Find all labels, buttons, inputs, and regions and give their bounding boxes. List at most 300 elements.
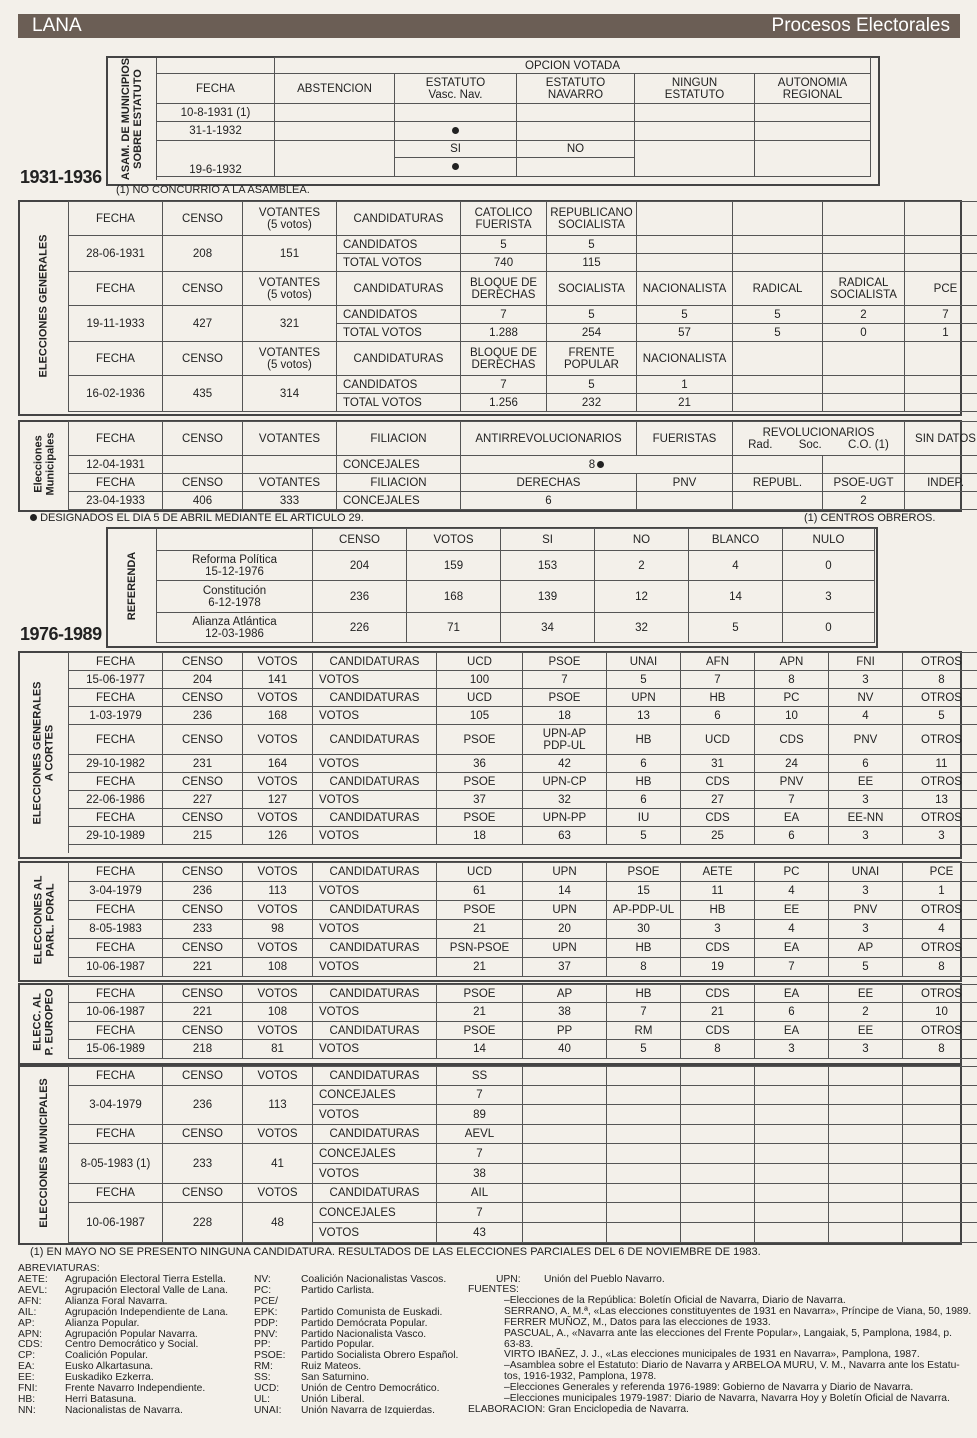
value-cell: 2 [823,306,905,324]
value-cell: 36 [437,755,523,773]
row-label: CONCEJALES [337,456,461,474]
censo-cell: 427 [163,306,243,342]
party-header: OTROS [903,985,977,1003]
col-header: CENSO [163,1067,243,1086]
value-cell: 226 [313,613,407,643]
votos-cell: 141 [243,671,313,689]
table-cell [829,1164,903,1184]
abbr-key: EE: [18,1372,35,1384]
col-header: FECHA [69,202,163,236]
value-cell: 31 [681,755,755,773]
party-header: HB [607,773,681,791]
value-cell: 13 [903,791,977,809]
value-cell: 21 [681,1003,755,1022]
table-cell [903,1223,977,1243]
col-header: CANDIDATURAS [313,653,437,671]
value-cell: 115 [547,254,637,272]
value-cell: 14 [437,1040,523,1059]
party-header: PNV [829,901,903,920]
row-label: CONCEJALES [313,1203,437,1223]
abbr-value: Alianza Popular. [65,1317,140,1329]
col-header: CANDIDATURAS [313,1067,437,1086]
table-cell [523,1223,607,1243]
abbr-key: EA: [18,1361,35,1373]
party-header: RADICAL SOCIALISTA [823,272,905,306]
abbr-value: Frente Navarro Independiente. [65,1383,206,1395]
col-header: VOTOS [243,1125,313,1144]
col-header: VOTOS [243,901,313,920]
col-header: FILIACION [337,474,461,492]
abbr-value: Agrupación Independiente de Lana. [65,1306,229,1318]
value-cell: 14 [523,882,607,901]
value-cell: 5 [903,707,977,725]
value-cell: 3 [829,791,903,809]
table-cell [755,1184,829,1203]
votos-cell: 108 [243,958,313,977]
votos-cell: 41 [243,1144,313,1184]
abbr-key: NN: [18,1404,36,1416]
col-header: CENSO [163,342,243,376]
party-header: AETE [681,863,755,882]
value-cell: 21 [437,920,523,939]
value-cell: 32 [523,791,607,809]
col-header: CENSO [163,939,243,958]
col-header: VOTOS [243,1184,313,1203]
col-header: CENSO [163,202,243,236]
votos-cell: 164 [243,755,313,773]
rad-label: Rad. [748,438,773,451]
table-cell [829,1105,903,1125]
abbr-key: NV: [254,1274,271,1285]
table-cell [523,1125,607,1144]
row-label: VOTOS [313,707,437,725]
data-grid [68,652,977,845]
table-cell [733,394,823,412]
col-header: CANDIDATURAS [337,202,461,236]
party-header: PSOE [437,773,523,791]
col-header: FECHA [69,1184,163,1203]
abbr-key: AFN: [18,1295,42,1307]
table-cell [681,1086,755,1105]
abbr-value: Unión Navarra de Izquierdas. [301,1404,435,1416]
value-cell: 43 [437,1223,523,1243]
party-header: HB [607,725,681,755]
party-header: PCE [905,272,977,306]
table-cell [733,236,823,254]
value-cell: 11 [903,755,977,773]
col-header: VOTOS [243,863,313,882]
party-header: DERECHAS [461,474,637,492]
party-header: CDS [681,1022,755,1040]
col-header: FECHA [69,985,163,1003]
row-label: VOTOS [313,1105,437,1125]
referendum-name: Reforma Política 15-12-1976 [157,551,313,581]
soc-label: Soc. [798,438,822,451]
elecciones-municipales-table [18,1065,962,1245]
col-header: CENSO [163,901,243,920]
abbreviations-col-2 [254,1275,458,1417]
abbr-key: UL: [254,1393,271,1405]
table-cell [905,376,977,394]
party-header: EE [829,1022,903,1040]
value-cell: 6 [461,492,637,510]
date-cell: 10-06-1987 [69,1003,163,1022]
emun-side-label [20,1067,69,1239]
table-cell [903,1067,977,1086]
side-label: ASAM. DE MUNICIPIOS SOBRE ESTATUTO [120,57,145,181]
concejales-value: 8 [588,458,596,471]
value-cell: 6 [681,707,755,725]
abbr-key: APN: [18,1328,43,1340]
co-label: C.O. (1) [847,438,889,451]
table-cell [607,1203,681,1223]
elecciones-generales-1931-table [18,200,962,416]
date-cell: 10-06-1987 [69,1203,163,1243]
value-cell: 7 [437,1144,523,1164]
abbreviation-item [254,1406,458,1417]
table-cell [681,1184,755,1203]
abbr-value: Herri Batasuna. [65,1393,137,1405]
table-cell [755,1144,829,1164]
abbr-key: UPN: [496,1274,521,1285]
table-cell [903,1086,977,1105]
table-cell [461,456,733,474]
row-label: VOTOS [313,882,437,901]
table-cell [275,141,395,177]
value-cell: 236 [313,581,407,613]
value-cell: 21 [437,958,523,977]
abbr-value: Agrupación Electoral Tierra Estella. [65,1274,226,1285]
table-cell [607,1067,681,1086]
table-cell [755,141,871,177]
abbr-key: UNAI: [254,1404,282,1416]
col-header: ESTATUTO NAVARRO [517,74,635,104]
censo-cell: 221 [163,1003,243,1022]
col-header: FECHA [69,863,163,882]
party-header: UPN-PP [523,809,607,827]
party-header: EA [755,809,829,827]
table-cell [243,456,337,474]
value-cell: 6 [607,755,681,773]
value-cell: 3 [681,920,755,939]
party-header: PSOE [523,689,607,707]
party-header: NV [829,689,903,707]
abbr-key: PCE/ [254,1295,279,1307]
date-cell: 19-11-1933 [69,306,163,342]
value-cell: 105 [437,707,523,725]
col-header: FECHA [157,74,275,104]
party-header: CDS [681,809,755,827]
referenda-table [106,527,878,648]
value-cell: 7 [461,376,547,394]
table-cell [523,1105,607,1125]
value-cell: 5 [547,236,637,254]
table-cell [395,122,517,141]
date-cell: 15-06-1989 [69,1040,163,1059]
elecciones-municipales-1931-table [18,420,976,512]
data-grid [68,421,977,510]
party-header: PSOE-UGT [823,474,905,492]
value-cell: 740 [461,254,547,272]
col-header: CENSO [163,1022,243,1040]
table-cell [829,1203,903,1223]
party-header: FNI [829,653,903,671]
value-cell: 10 [903,1003,977,1022]
value-cell: 4 [829,707,903,725]
party-header: SS [437,1067,523,1086]
party-header: PC [755,689,829,707]
votos-cell: 127 [243,791,313,809]
value-cell: 5 [547,306,637,324]
party-header: UPN [523,939,607,958]
table-cell [823,376,905,394]
party-header: HB [681,689,755,707]
abbr-key: AP: [18,1317,35,1329]
source-line: –Elecciones Generales y referenda 1976-1989: Gobierno de Navarra y Diario de Navarra. [504,1382,914,1394]
censo-cell: 227 [163,791,243,809]
value-cell: 8 [903,1040,977,1059]
abbr-key: PP: [254,1339,271,1351]
revol-label: REVOLUCIONARIOS [762,426,875,439]
value-cell: 6 [829,755,903,773]
censo-cell: 218 [163,1040,243,1059]
party-header: PSOE [523,653,607,671]
col-header: CANDIDATURAS [313,773,437,791]
table-cell [635,122,755,141]
col-header: CANDIDATURAS [313,725,437,755]
party-header: EE [829,773,903,791]
col-header: ANTIRREVOLUCIONARIOS [461,422,637,456]
votos-cell: 81 [243,1040,313,1059]
row-label: VOTOS [313,1040,437,1059]
data-grid [68,1066,977,1243]
col-header: FECHA [69,342,163,376]
value-cell: 40 [523,1040,607,1059]
censo-cell: 233 [163,1144,243,1184]
row-label: VOTOS [313,755,437,773]
party-header: EE [829,985,903,1003]
abbr-value: Unión Liberal. [301,1393,365,1405]
table-cell [823,394,905,412]
table-cell [523,1184,607,1203]
table-cell [903,1203,977,1223]
party-header: FRENTE POPULAR [547,342,637,376]
abbr-key: FNI: [18,1383,38,1395]
table-cell [733,492,823,510]
table-cell: OPCION VOTADA [275,58,871,74]
col-header: VOTOS [243,773,313,791]
date-cell: 10-06-1987 [69,958,163,977]
table-cell [523,1203,607,1223]
value-cell: 42 [523,755,607,773]
value-cell: 7 [905,306,977,324]
table-cell [905,492,977,510]
party-header: OTROS [903,689,977,707]
table-cell: NO [517,141,635,158]
table-cell [733,376,823,394]
table-cell [607,1125,681,1144]
col-header: CENSO [163,1125,243,1144]
vote-dot-icon [452,163,459,170]
party-header: PSOE [437,985,523,1003]
value-cell: 21 [437,1003,523,1022]
party-header: PP [523,1022,607,1040]
col-header: VOTOS [243,1067,313,1086]
value-cell: 5 [733,324,823,342]
abbr-value: Partido Carlista. [301,1284,375,1296]
parl-side-label [20,863,69,976]
abbr-key: UCD: [254,1383,280,1395]
table-cell [637,202,733,236]
value-cell: 6 [755,827,829,845]
abbreviation-item [254,1286,458,1297]
party-header: REPUBLICANO SOCIALISTA [547,202,637,236]
abbr-value: Coalición Popular. [65,1350,148,1362]
value-cell: 19 [681,958,755,977]
party-header: IU [607,809,681,827]
data-grid [156,528,875,643]
referenda-side-label [108,529,157,642]
abbr-key: PNV: [254,1328,278,1340]
side-label: REFERENDA [126,551,139,620]
party-header: PSOE [607,863,681,882]
abbr-value: Centro Democrático y Social. [65,1339,199,1351]
party-header: PNV [637,474,733,492]
censo-cell: 228 [163,1203,243,1243]
col-header: CANDIDATURAS [313,863,437,882]
value-cell: 3 [903,827,977,845]
party-header: UNAI [829,863,903,882]
row-label: CANDIDATOS [337,306,461,324]
asamblea-note: (1) NO CONCURRIO A LA ASAMBLEA. [116,184,310,196]
table-cell [755,1164,829,1184]
col-header: CANDIDATURAS [313,1022,437,1040]
censo-cell: 233 [163,920,243,939]
abbr-value: Agrupación Popular Navarra. [65,1328,198,1340]
abbr-value: Coalición Nacionalistas Vascos. [301,1274,447,1285]
value-cell: 100 [437,671,523,689]
table-cell [157,529,313,551]
table-cell [637,236,733,254]
value-cell: 15 [607,882,681,901]
sources [468,1284,972,1416]
value-cell: 3 [755,1040,829,1059]
col-header: FECHA [69,809,163,827]
date-cell: 16-02-1936 [69,376,163,412]
date-cell: 29-10-1982 [69,755,163,773]
party-header: EE-NN [829,809,903,827]
col-header: CENSO [163,985,243,1003]
eg1931-side-label [20,202,69,410]
table-cell [681,1125,755,1144]
votantes-cell: 321 [243,306,337,342]
col-header: CANDIDATURAS [313,809,437,827]
date-cell: 28-06-1931 [69,236,163,272]
designado-dot-icon [597,461,604,468]
date-cell: 12-04-1931 [69,456,163,474]
party-header: EE [755,901,829,920]
table-cell [755,1223,829,1243]
period-label-1976: 1976-1989 [20,624,102,644]
votos-cell: 168 [243,707,313,725]
table-cell [905,202,977,236]
table-cell: 19-6-1932 [157,141,275,177]
parlamento-foral-table [18,861,962,982]
value-cell: 1 [905,324,977,342]
value-cell: 13 [607,707,681,725]
municipales-1931-note [30,512,364,524]
table-cell [829,1086,903,1105]
value-cell: 232 [547,394,637,412]
side-label: Elecciones Municipales [32,432,56,496]
table-cell [607,1184,681,1203]
col-header: CENSO [313,529,407,551]
votantes-cell: 314 [243,376,337,412]
row-label: CANDIDATOS [337,376,461,394]
party-header: AIL [437,1184,523,1203]
col-header: BLANCO [689,529,783,551]
party-header: PCE [903,863,977,882]
col-header: CENSO [163,809,243,827]
note-text: DESIGNADOS EL DIA 5 DE ABRIL MEDIANTE EL ARTICULO 29. [40,512,364,524]
row-label: VOTOS [313,1003,437,1022]
row-label: VOTOS [313,958,437,977]
elecciones-generales-cortes-table [18,651,962,859]
abbr-value: Alianza Foral Navarra. [65,1295,168,1307]
side-label: ELECCIONES MUNICIPALES [38,1078,50,1228]
value-cell: 3 [829,827,903,845]
table-cell [523,1164,607,1184]
value-cell: 7 [461,306,547,324]
value-cell: 4 [755,920,829,939]
abbr-key: AETE: [18,1274,48,1285]
abbr-key: PDP: [254,1317,279,1329]
table-cell [635,104,755,122]
municipality-title: LANA [32,15,82,36]
col-header: VOTOS [407,529,501,551]
col-header: NULO [783,529,875,551]
party-header: UCD [437,653,523,671]
col-header: FECHA [69,1125,163,1144]
col-header: CANDIDATURAS [313,985,437,1003]
table-cell [903,1184,977,1203]
col-header: AUTONOMIA REGIONAL [755,74,871,104]
votos-cell: 113 [243,882,313,901]
party-header: EA [755,1022,829,1040]
table-cell [517,122,635,141]
row-label: VOTOS [313,671,437,689]
date-cell: 15-06-1977 [69,671,163,689]
party-header: UPN [523,901,607,920]
col-header: VOTANTES (5 votos) [243,202,337,236]
party-header: HB [607,985,681,1003]
party-header: OTROS [903,901,977,920]
col-header: CENSO [163,863,243,882]
data-grid [156,57,871,177]
value-cell: 1.256 [461,394,547,412]
source-line: 63-83. [504,1338,534,1350]
source-line: –Elecciones municipales 1979-1987: Diario de Navarra, Navarra Hoy y Boletín Oficial de Navarra. [504,1393,950,1405]
table-cell [755,122,871,141]
table-cell [157,58,275,74]
eg1977-side-label [20,653,69,853]
table-cell [905,394,977,412]
referendum-name: Constitución 6-12-1978 [157,581,313,613]
value-cell: 204 [313,551,407,581]
table-cell [823,236,905,254]
value-cell: 1 [903,882,977,901]
value-cell: 8 [903,958,977,977]
